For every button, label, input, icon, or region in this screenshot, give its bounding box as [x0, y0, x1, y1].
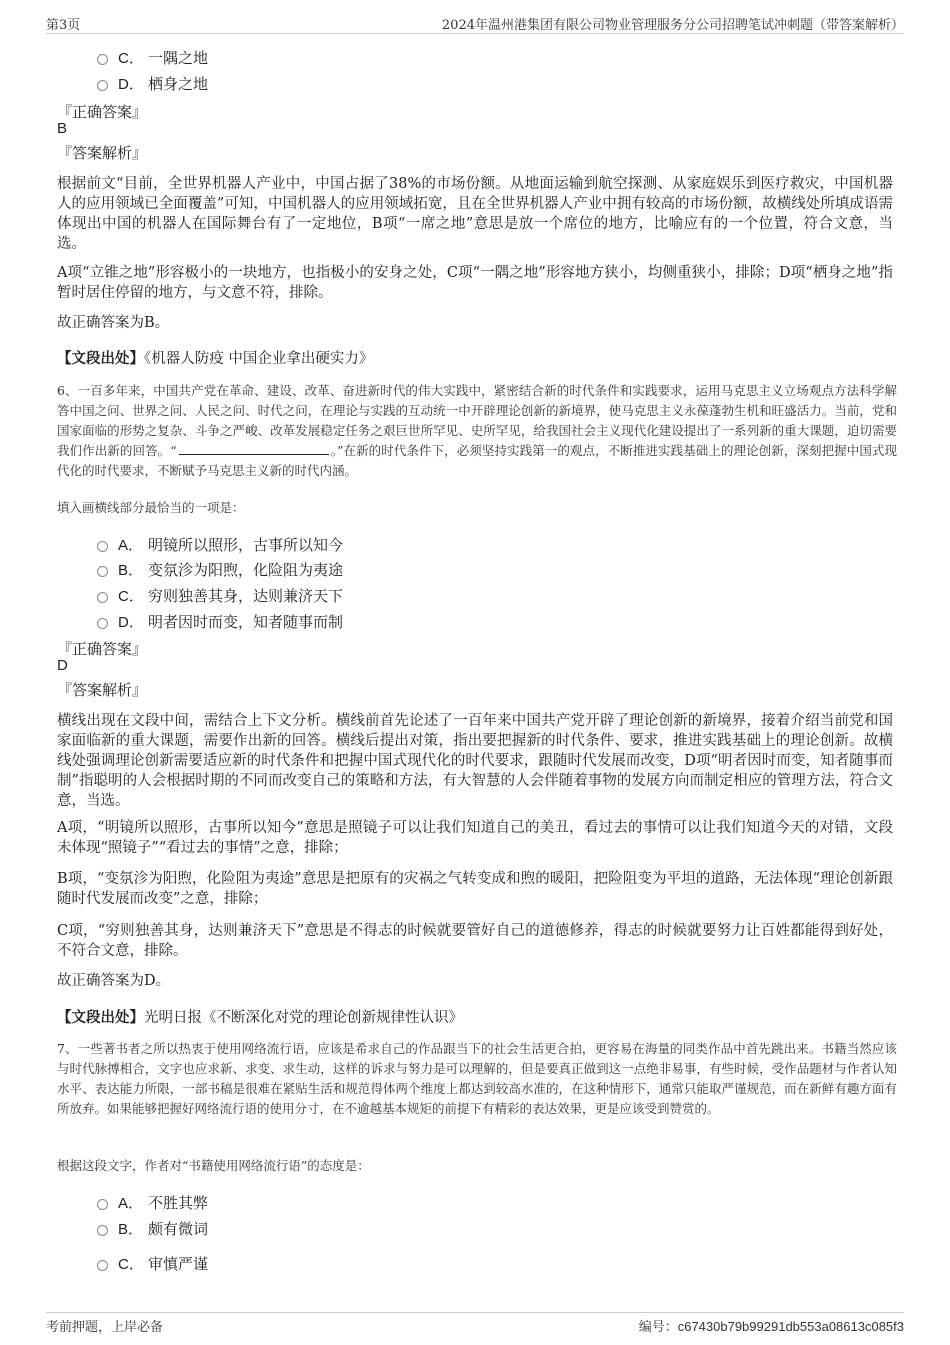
fill-blank — [179, 442, 329, 455]
q6-option-c[interactable] — [97, 585, 343, 606]
q7-stem: 7、一些著书者之所以热衷于使用网络流行语，应该是希求自己的作品跟当下的社会生活更合拍，更容易在海量的同类作品中首先跳出来。书籍当然应该与时代脉搏相合，文字也应求新、求变、求生动，这样的诉求与努力是可以理解的，但是要真正做到这一点绝非易事，有些时候，受作品题材与作者认知水平、表达能力所限，一部书稿是很难在紧贴生活和规范得体两个维度上都达到较高水准的，在这种情形下，通常只能取严谨规范，而在新鲜有趣方面有所放弃。如果能够把握好网络流行语的使用分寸，在不逾越基本规矩的前提下有精彩的表达效果，更是应该受到赞赏的。 — [57, 1041, 897, 1116]
option-letter: C． — [118, 588, 144, 605]
radio-icon[interactable] — [97, 592, 108, 603]
q6-stem — [57, 381, 897, 481]
option-letter: B． — [118, 562, 144, 579]
header-divider — [46, 33, 904, 34]
option-letter: D． — [118, 76, 144, 93]
footer-slogan: 考前押题，上岸必备 — [46, 1320, 164, 1335]
option-letter: A． — [118, 537, 144, 554]
source-text: 光明日报《不断深化对党的理论创新规律性认识》 — [144, 1010, 463, 1026]
q6-analysis-p4: C项，“穷则独善其身，达则兼济天下”意思是不得志的时候就要管好自己的道德修养，得志的时候就要努力让百姓都能得到好处，不符合文意，排除。 — [57, 923, 893, 959]
q6-option-a[interactable] — [97, 534, 343, 555]
q5-analysis-label: 『答案解析』 — [57, 144, 148, 162]
q6-stem-before: 6、一百多年来，中国共产党在革命、建设、改革、奋进新时代的伟大实践中，紧密结合新的时代条件和实践要求，运用马克思主义立场观点方法科学解答中国之问、世界之问、人民之问、时代之问，在理论与实践的互动统一中开辟理论创新的新境界，使马克思主义永葆蓬勃生机和旺盛活力。当前，党和国家面临的形势之复杂、斗争之严峻、改革发展稳定任务之艰巨世所罕见、史所罕见，给我国社会主义现代化建设提出了一系列新的重大课题，迫切需要我们作出新的回答。“ — [57, 383, 897, 458]
radio-icon[interactable] — [97, 541, 108, 552]
option-text: 一隅之地 — [148, 49, 209, 67]
option-letter: C． — [118, 50, 144, 67]
q6-analysis-p3: B项，“变氛沴为阳煦，化险阻为夷途”意思是把原有的灾祸之气转变成和煦的暖阳，把险阻变为平坦的道路，无法体现“理论创新跟随时代发展而改变”之意，排除； — [57, 871, 893, 907]
footer-divider — [46, 1312, 904, 1313]
q6-analysis-p1: 横线出现在文段中间，需结合上下文分析。横线前首先论述了一百年来中国共产党开辟了理论创新的新境界，接着介绍当前党和国家面临新的重大课题，需要作出新的回答。横线后提出对策，指出要把握新的时代条件、要求，推进实践基础上的理论创新。故横线处强调理论创新需要适应新的时代条件和把握中国式现代化的时代要求，跟随时代发展而改变，D项“明者因时而变，知者随事而制”指聪明的人会根据时期的不同而改变自己的策略和方法，有大智慧的人会伴随着事物的发展方向而制定相应的管理方法，符合文意，当选。 — [57, 713, 893, 809]
option-text: 不胜其弊 — [148, 1194, 209, 1212]
option-text: 明者因时而变，知者随事而制 — [148, 613, 344, 631]
option-letter: D． — [118, 614, 144, 631]
radio-icon[interactable] — [97, 1199, 108, 1210]
q5-source — [57, 347, 373, 368]
q6-analysis-p5: 故正确答案为D。 — [57, 973, 171, 989]
q5-option-c[interactable] — [97, 47, 208, 68]
q6-answer: D — [57, 657, 68, 674]
q5-option-d[interactable] — [97, 73, 208, 94]
q6-answer-label: 『正确答案』 — [57, 640, 148, 658]
q6-option-b[interactable] — [97, 559, 343, 580]
q5-answer-label: 『正确答案』 — [57, 103, 148, 121]
q6-option-d[interactable] — [97, 611, 343, 632]
q5-analysis-p1: 根据前文“目前，全世界机器人产业中，中国占据了38%的市场份额。从地面运输到航空探测、从家庭娱乐到医疗救灾，中国机器人的应用领域已全面覆盖”可知，中国机器人的应用领域拓宽，且在全世界机器人产业中拥有较高的市场份额，故横线处所填成语需体现出中国的机器人在国际舞台有了一定地位，B项“一席之地”意思是放一个席位的地方，比喻应有的一个位置，符合文意，当选。 — [57, 176, 893, 252]
option-text: 穷则独善其身，达则兼济天下 — [148, 587, 344, 605]
option-text: 明镜所以照形，古事所以知今 — [148, 536, 344, 554]
q6-stem-after: 。”在新的时代条件下，必须坚持实践第一的观点，不断推进实践基础上的理论创新，深刻把握中国式现代化的时代要求，不断赋予马克思主义新的时代内涵。 — [57, 443, 897, 478]
source-text: 《机器人防疫 中国企业拿出硬实力》 — [144, 351, 374, 367]
option-letter: A． — [118, 1195, 144, 1212]
source-label: 【文段出处】 — [57, 1009, 144, 1026]
q5-answer: B — [57, 120, 68, 137]
option-text: 栖身之地 — [148, 75, 209, 93]
radio-icon[interactable] — [97, 1225, 108, 1236]
option-letter: B． — [118, 1221, 144, 1238]
document-title: 2024年温州港集团有限公司物业管理服务分公司招聘笔试冲刺题（带答案解析） — [441, 18, 904, 33]
option-text: 颇有微词 — [148, 1220, 209, 1238]
q7-option-c[interactable] — [97, 1253, 208, 1274]
option-letter: C． — [118, 1256, 144, 1273]
q6-analysis-p2: A项，“明镜所以照形，古事所以知今”意思是照镜子可以让我们知道自己的美丑，看过去的事情可以让我们知道今天的对错，文段未体现“照镜子”“看过去的事情”之意，排除； — [57, 820, 893, 856]
code-value: c67430b79b99291db553a08613c085f3 — [677, 1319, 904, 1334]
code-label: 编号： — [638, 1320, 678, 1335]
source-label: 【文段出处】 — [57, 350, 144, 367]
radio-icon[interactable] — [97, 80, 108, 91]
radio-icon[interactable] — [97, 54, 108, 65]
q6-prompt: 填入画横线部分最恰当的一项是： — [57, 500, 245, 515]
radio-icon[interactable] — [97, 1260, 108, 1271]
document-code — [639, 1316, 904, 1335]
radio-icon[interactable] — [97, 618, 108, 629]
q5-analysis-p3: 故正确答案为B。 — [57, 315, 170, 331]
option-text: 变氛沴为阳煦，化险阻为夷途 — [148, 561, 344, 579]
q6-source — [57, 1006, 463, 1027]
option-text: 审慎严谨 — [148, 1255, 209, 1273]
q7-prompt: 根据这段文字，作者对“书籍使用网络流行语”的态度是： — [57, 1158, 370, 1173]
q6-analysis-label: 『答案解析』 — [57, 681, 148, 699]
q7-option-b[interactable] — [97, 1218, 208, 1239]
radio-icon[interactable] — [97, 566, 108, 577]
q5-analysis-p2: A项“立锥之地”形容极小的一块地方，也指极小的安身之处，C项“一隅之地”形容地方狭小，均侧重狭小，排除；D项“栖身之地”指暂时居住停留的地方，与文意不符，排除。 — [57, 265, 893, 301]
q7-option-a[interactable] — [97, 1192, 208, 1213]
page-number: 第3页 — [46, 18, 81, 33]
